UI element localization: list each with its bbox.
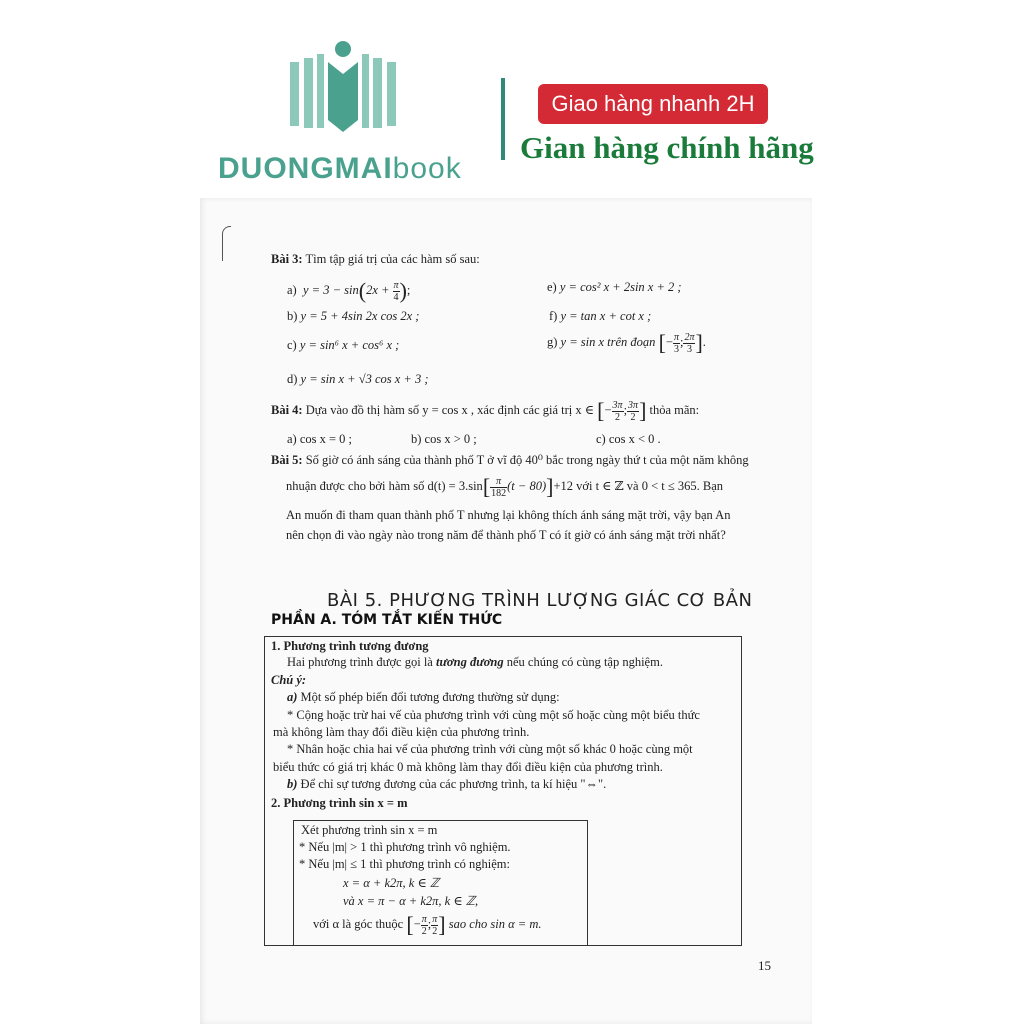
official-store-label: Gian hàng chính hãng: [520, 130, 814, 165]
delivery-badge: Giao hàng nhanh 2H: [538, 84, 768, 124]
summary-bullet-2-line-2: biểu thức có giá trị khác 0 mà không làm thay đổi điều kiện của phương trình.: [273, 760, 663, 774]
sine-box-solution-1: x = α + k2π, k ∈ ℤ: [343, 876, 440, 890]
summary-bullet-1-line-1: * Cộng hoặc trừ hai vế của phương trình với cùng một số hoặc cùng một biểu thức: [287, 708, 700, 722]
exercise-3-item-a: a) y = 3 − sin(2x + $\frac{\pi}{4}$ );: [287, 278, 411, 303]
summary-note-label: Chú ý:: [271, 673, 307, 687]
sine-box-alpha-condition: với α là góc thuộc [− $\frac{\pi}{2}$ ; $\frac{\pi}{2}$ ] sao cho sin α = m.: [313, 912, 542, 937]
sine-box-line-2: * Nếu |m| > 1 thì phương trình vô nghiệm.: [299, 840, 511, 854]
summary-note-b: b) Để chỉ sự tương đương của các phương trình, ta kí hiệu "⇔".: [287, 777, 607, 791]
sine-box-line-1: Xét phương trình sin x = m: [301, 823, 438, 837]
exercise-5-line-1: Bài 5: Số giờ có ánh sáng của thành phố T ở vĩ độ 40⁰ bắc trong ngày thứ t của một năm không: [271, 453, 749, 467]
header-divider: [501, 78, 505, 160]
exercise-3-item-c: c) y = sin⁶ x + cos⁶ x ;: [287, 338, 400, 352]
page-corner-mark: [222, 226, 231, 261]
summary-definition: Hai phương trình được gọi là tương đương nếu chúng có cùng tập nghiệm.: [287, 655, 663, 669]
summary-bullet-2-line-1: * Nhân hoặc chia hai vế của phương trình với cùng một số khác 0 hoặc cùng một: [287, 742, 693, 756]
exercise-4-item-c: c) cos x < 0 .: [596, 432, 661, 446]
exercise-5-line-4: nên chọn đi vào ngày nào trong năm để thành phố T có ít giờ có ánh sáng mặt trời nhất?: [286, 528, 726, 542]
exercise-4-heading: Bài 4: Dựa vào đồ thị hàm số y = cos x , xác định các giá trị x ∈ [− $\frac{3\pi}{2}$ ; $\frac{3\pi}{2}$ ] thỏa mãn:: [271, 398, 700, 423]
book-reader-logo-icon: [288, 40, 398, 136]
exercise-3-item-b: b) y = 5 + 4sin 2x cos 2x ;: [287, 309, 420, 323]
brand-logo-text: DUONGMAIbook: [218, 152, 462, 185]
exercise-5-line-2: nhuận được cho bởi hàm số d(t) = 3.sin[ $\frac{\pi}{182}$ (t − 80)]+12 với t ∈ ℤ và 0 < t ≤ 365. Bạn: [286, 474, 724, 499]
exercise-3-item-e: e) y = cos² x + 2sin x + 2 ;: [547, 280, 682, 294]
exercise-3-item-g: g) y = sin x trên đoạn [− $\frac{\pi}{3}$ ; $\frac{2\pi}{3}$ ].: [547, 330, 706, 355]
section-title: PHẦN A. TÓM TẮT KIẾN THỨC: [271, 612, 503, 628]
sine-box-solution-2: và x = π − α + k2π, k ∈ ℤ,: [343, 894, 479, 908]
exercise-4-item-a: a) cos x = 0 ;: [287, 432, 353, 446]
sine-box-line-3: * Nếu |m| ≤ 1 thì phương trình có nghiệm:: [299, 857, 510, 871]
lesson-title: BÀI 5. PHƯƠNG TRÌNH LƯỢNG GIÁC CƠ BẢN: [327, 590, 753, 611]
exercise-5-line-3: An muốn đi tham quan thành phố T nhưng lại không thích ánh sáng mặt trời, vậy bạn An: [286, 508, 731, 522]
exercise-3-item-d: d) y = sin x + √3 cos x + 3 ;: [287, 372, 429, 386]
page-number: 15: [758, 958, 771, 973]
summary-bullet-1-line-2: mà không làm thay đổi điều kiện của phương trình.: [273, 725, 530, 739]
exercise-3-heading: Bài 3: Tìm tập giá trị của các hàm số sau:: [271, 252, 480, 266]
summary-note-a: a) Một số phép biến đổi tương đương thường sử dụng:: [287, 690, 560, 704]
exercise-3-item-f: f) y = tan x + cot x ;: [549, 309, 652, 323]
summary-heading-2: 2. Phương trình sin x = m: [271, 796, 408, 810]
summary-heading-1: 1. Phương trình tương đương: [271, 639, 429, 653]
exercise-4-item-b: b) cos x > 0 ;: [411, 432, 477, 446]
